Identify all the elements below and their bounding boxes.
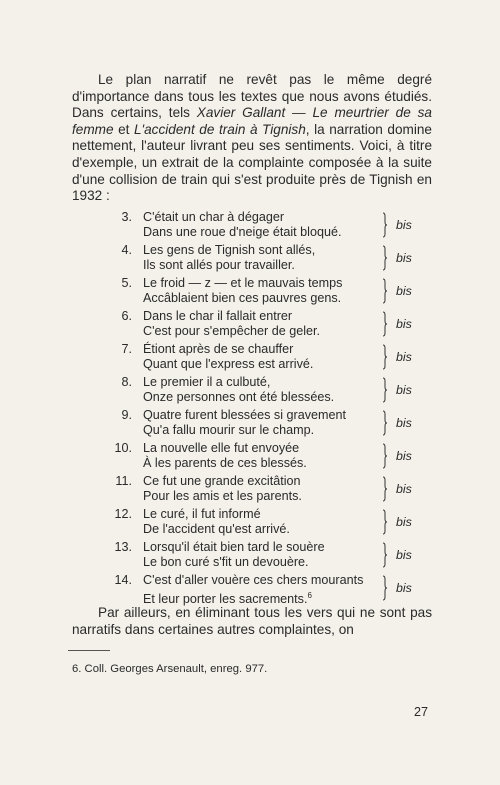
verse-line-1: Le froid — z — et le mauvais temps xyxy=(143,276,343,290)
stanza-number: 8. xyxy=(121,375,132,389)
verse-line-2-text: Dans une roue d'neige était bloqué. xyxy=(143,225,342,240)
verse-line-2-text: Pour les amis et les parents. xyxy=(143,489,302,504)
stanza xyxy=(106,309,436,342)
brace-icon xyxy=(382,443,387,469)
verse-line-2-text: Accâblaient bien ces pauvres gens. xyxy=(143,291,342,306)
verse-line-2 xyxy=(143,357,313,372)
stanza xyxy=(106,375,436,408)
title-accident-tignish: L'accident de train à Tignish xyxy=(133,121,306,137)
refrain-bis: bis xyxy=(396,383,412,397)
stanza-lines xyxy=(143,441,307,471)
verse-line-2 xyxy=(143,225,341,240)
intro-text-3: , la narration domine nettement, l'auteur livrant peu ses sentiments. Voici, à titre d'exemple, un extrait de la complainte composée à la suite d'une collision de train qui s'est produite près de Tignish en 1932 : xyxy=(72,121,432,204)
refrain-bis: bis xyxy=(396,350,412,364)
brace-icon xyxy=(382,377,387,403)
stanza-number: 9. xyxy=(121,408,132,422)
stanza-number: 4. xyxy=(121,243,132,257)
refrain-bis: bis xyxy=(396,284,412,298)
brace-icon xyxy=(382,542,387,568)
verse-line-2-text: Et leur porter les sacrements. xyxy=(143,592,308,607)
verse-line-2 xyxy=(143,324,320,339)
stanza-number: 3. xyxy=(121,210,132,224)
verse-line-2 xyxy=(143,291,342,306)
stanza-lines xyxy=(143,573,363,607)
stanza-number: 5. xyxy=(121,276,132,290)
verse-line-2 xyxy=(143,456,307,471)
stanza xyxy=(106,507,436,540)
verse-line-1: C'est d'aller vouère ces chers mourants xyxy=(143,573,364,587)
verse-line-1: Les gens de Tignish sont allés, xyxy=(143,243,316,257)
stanza-lines xyxy=(143,243,315,273)
refrain-bis: bis xyxy=(396,482,412,496)
verse-line-1: Étiont après de se chauffer xyxy=(143,342,294,356)
stanza-lines xyxy=(143,375,334,405)
intro-paragraph xyxy=(72,72,432,205)
verse-line-1: La nouvelle elle fut envoyée xyxy=(143,441,300,455)
stanza xyxy=(106,243,436,276)
refrain-bis: bis xyxy=(396,317,412,331)
stanza-lines xyxy=(143,474,302,504)
stanza-lines xyxy=(143,408,346,438)
verse-line-2 xyxy=(143,522,290,537)
verse-line-2-text: Onze personnes ont été blessées. xyxy=(143,390,335,405)
verse-line-2 xyxy=(143,423,346,438)
verse-line-1: Quatre furent blessées si gravement xyxy=(143,408,347,422)
brace-icon xyxy=(382,344,387,370)
stanza-lines xyxy=(143,342,313,372)
refrain-bis: bis xyxy=(396,515,412,529)
refrain-bis: bis xyxy=(396,548,412,562)
verse-line-2 xyxy=(143,555,325,570)
verse-line-2-text: Quant que l'express est arrivé. xyxy=(143,357,314,372)
stanza-number: 12. xyxy=(114,507,132,521)
brace-icon xyxy=(382,575,387,601)
refrain-bis: bis xyxy=(396,251,412,265)
verse-line-2 xyxy=(143,258,315,273)
stanza-number: 10. xyxy=(114,441,132,455)
stanza-number: 14. xyxy=(114,573,132,587)
refrain-bis: bis xyxy=(396,581,412,595)
refrain-bis: bis xyxy=(396,449,412,463)
verse-line-2 xyxy=(143,489,302,504)
verse-line-1: Dans le char il fallait entrer xyxy=(143,309,293,323)
brace-icon xyxy=(382,509,387,535)
stanza-lines xyxy=(143,540,325,570)
footnote-rule xyxy=(68,650,110,651)
title-xavier-gallant: Xavier Gallant — Le meurtrier de sa femme xyxy=(72,105,432,137)
outro-text: Par ailleurs, en éliminant tous les vers qui ne sont pas narratifs dans certaines autres complaintes, on xyxy=(72,605,432,637)
verse-line-1: Ce fut une grande excitâtion xyxy=(143,474,301,488)
verse-line-2-text: C'est pour s'empêcher de geler. xyxy=(143,324,321,339)
brace-icon xyxy=(382,311,387,337)
brace-icon xyxy=(382,245,387,271)
stanza xyxy=(106,342,436,375)
verse-line-2-text: Qu'a fallu mourir sur le champ. xyxy=(143,423,315,438)
refrain-bis: bis xyxy=(396,416,412,430)
verse-line-1: Lorsqu'il était bien tard le souère xyxy=(143,540,325,554)
stanza xyxy=(106,540,436,573)
intro-text-1: Le plan narratif ne revêt pas le même degré d'importance dans tous les textes que nous avons étudiés. Dans certains, tels xyxy=(72,72,432,121)
brace-icon xyxy=(382,278,387,304)
verse-line-1: Le premier il a culbuté, xyxy=(143,375,271,389)
brace-icon xyxy=(382,410,387,436)
page-number: 27 xyxy=(414,705,429,719)
stanza-lines xyxy=(143,309,320,339)
brace-icon xyxy=(382,476,387,502)
refrain-bis: bis xyxy=(396,218,412,232)
stanza-lines xyxy=(143,276,342,306)
intro-text-2: et xyxy=(113,121,134,137)
stanza-lines xyxy=(143,507,290,537)
verse-line-2-text: Ils sont allés pour travailler. xyxy=(143,258,295,273)
stanza xyxy=(106,408,436,441)
outro-paragraph xyxy=(72,605,432,638)
footnote: 6. Coll. Georges Arsenault, enreg. 977. xyxy=(72,663,268,675)
stanza-number: 13. xyxy=(114,540,132,554)
verse-line-1: C'était un char à dégager xyxy=(143,210,285,224)
footnote-marker: 6 xyxy=(307,591,312,601)
verse-extract xyxy=(106,210,436,606)
stanza xyxy=(106,573,436,606)
stanza xyxy=(106,474,436,507)
verse-line-2 xyxy=(143,390,334,405)
verse-line-2-text: À les parents de ces blessés. xyxy=(143,456,307,471)
stanza xyxy=(106,210,436,243)
stanza-number: 6. xyxy=(121,309,132,323)
stanza xyxy=(106,276,436,309)
verse-line-2-text: Le bon curé s'fit un devouère. xyxy=(143,555,309,570)
verse-line-1: Le curé, il fut informé xyxy=(143,507,261,521)
verse-line-2-text: De l'accident qu'est arrivé. xyxy=(143,522,290,537)
brace-icon xyxy=(382,212,387,238)
stanza xyxy=(106,441,436,474)
stanza-number: 11. xyxy=(115,474,132,488)
stanza-lines xyxy=(143,210,341,240)
stanza-number: 7. xyxy=(121,342,132,356)
